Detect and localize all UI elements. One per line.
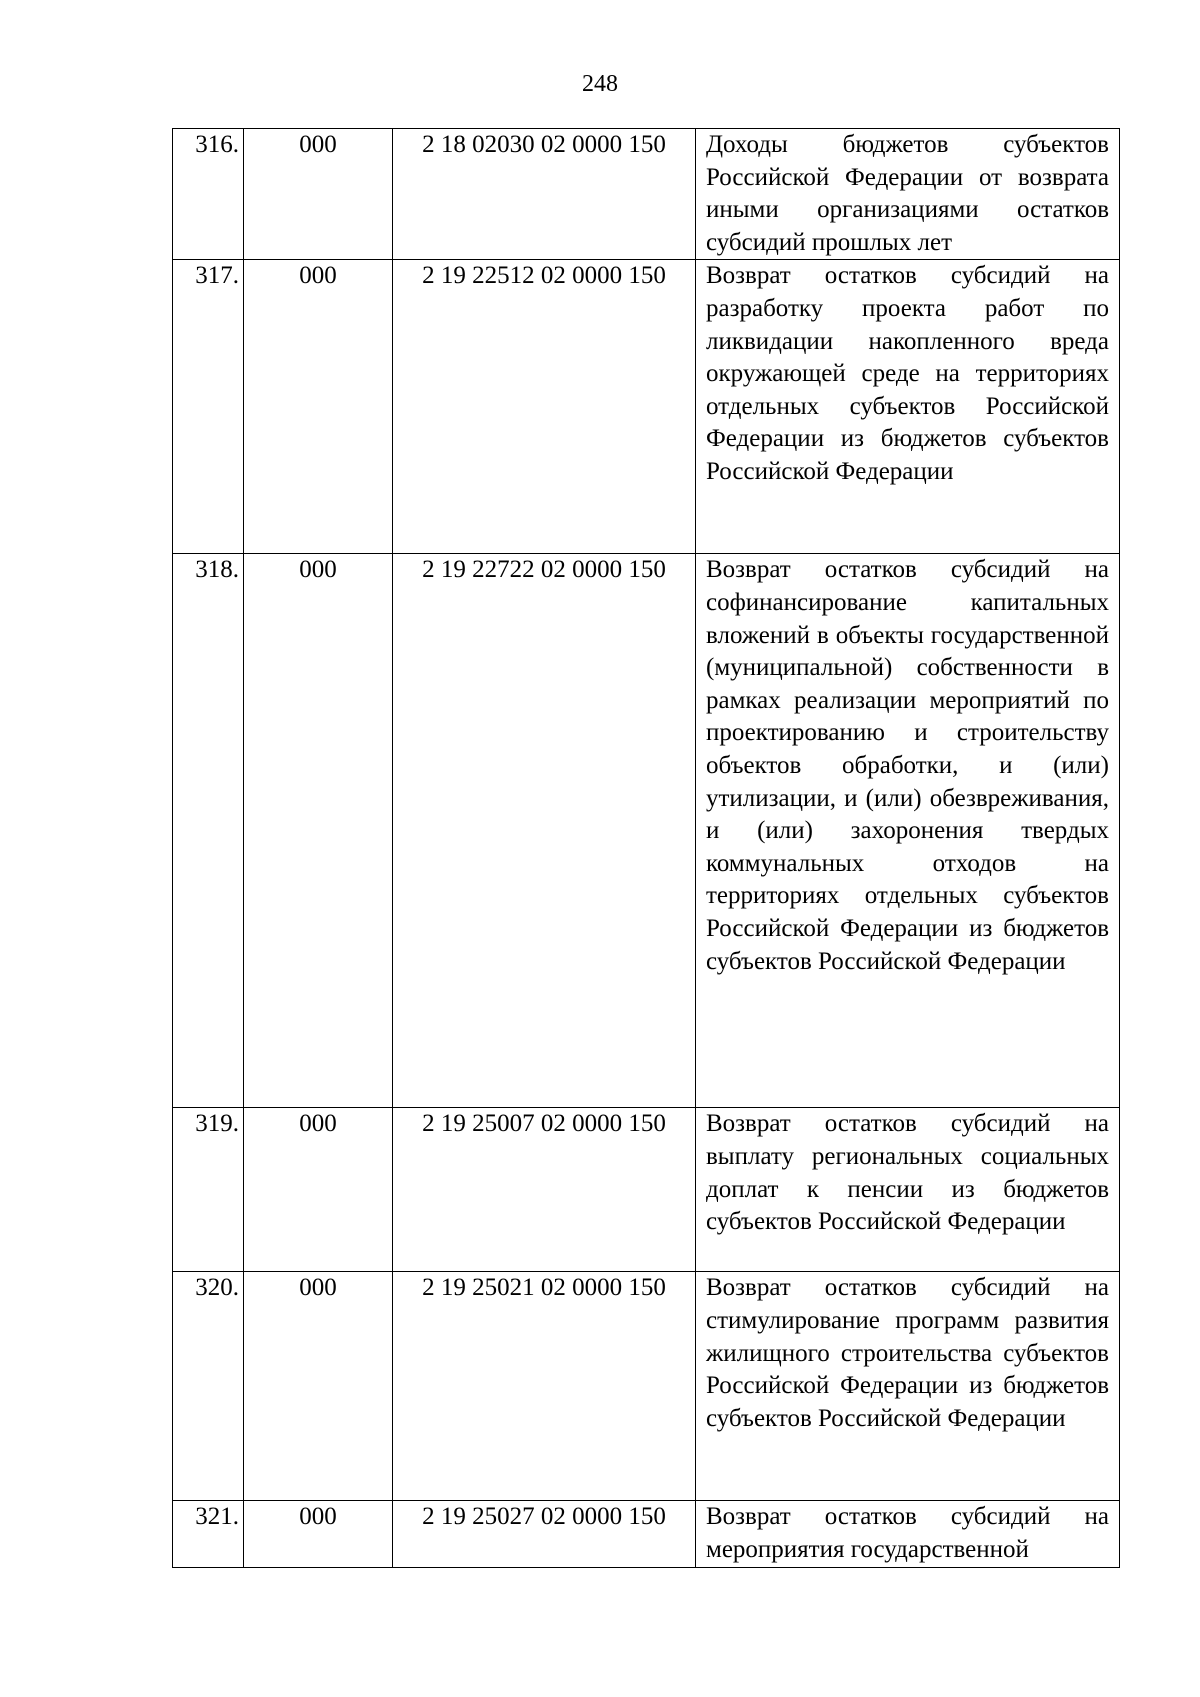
row-number-cell: 321. — [173, 1501, 244, 1567]
row-number-cell: 319. — [173, 1108, 244, 1272]
admin-code-cell: 000 — [244, 1108, 393, 1272]
admin-code-cell: 000 — [244, 260, 393, 554]
row-number-cell: 318. — [173, 554, 244, 1108]
budget-code-cell: 2 19 25021 02 0000 150 — [393, 1272, 696, 1501]
income-name-cell: Доходы бюджетов субъектов Российской Федерации от возврата иными организациями остатков субсидий прошлых лет — [696, 129, 1120, 260]
income-name-cell: Возврат остатков субсидий на стимулирование программ развития жилищного строительства субъектов Российской Федерации из бюджетов субъектов Российской Федерации — [696, 1272, 1120, 1501]
budget-code-cell: 2 19 25027 02 0000 150 — [393, 1501, 696, 1567]
table-row — [173, 1272, 1120, 1501]
table-row — [173, 1501, 1120, 1567]
admin-code-cell: 000 — [244, 1272, 393, 1501]
budget-code-cell: 2 19 22722 02 0000 150 — [393, 554, 696, 1108]
budget-code-cell: 2 18 02030 02 0000 150 — [393, 129, 696, 260]
income-name-cell: Возврат остатков субсидий на мероприятия государственной — [696, 1501, 1120, 1567]
table-row — [173, 129, 1120, 260]
table-row — [173, 554, 1120, 1108]
income-codes-table — [172, 128, 1120, 1568]
row-number-cell: 317. — [173, 260, 244, 554]
budget-code-cell: 2 19 25007 02 0000 150 — [393, 1108, 696, 1272]
budget-code-cell: 2 19 22512 02 0000 150 — [393, 260, 696, 554]
admin-code-cell: 000 — [244, 1501, 393, 1567]
admin-code-cell: 000 — [244, 554, 393, 1108]
income-name-cell: Возврат остатков субсидий на выплату региональных социальных доплат к пенсии из бюджетов субъектов Российской Федерации — [696, 1108, 1120, 1272]
page-number: 248 — [582, 71, 618, 97]
table-row — [173, 1108, 1120, 1272]
row-number-cell: 320. — [173, 1272, 244, 1501]
row-number-cell: 316. — [173, 129, 244, 260]
table-row — [173, 260, 1120, 554]
income-name-cell: Возврат остатков субсидий на разработку проекта работ по ликвидации накопленного вреда окружающей среде на территориях отдельных субъектов Российской Федерации из бюджетов субъектов Российской Федерации — [696, 260, 1120, 554]
admin-code-cell: 000 — [244, 129, 393, 260]
income-name-cell: Возврат остатков субсидий на софинансирование капитальных вложений в объекты государственной (муниципальной) собственности в рамках реализации мероприятий по проектированию и строительству объектов обработки, и (или) утилизации, и (или) обезвреживания, и (или) захоронения твердых коммунальных отходов на территориях отдельных субъектов Российской Федерации из бюджетов субъектов Российской Федерации — [696, 554, 1120, 1108]
